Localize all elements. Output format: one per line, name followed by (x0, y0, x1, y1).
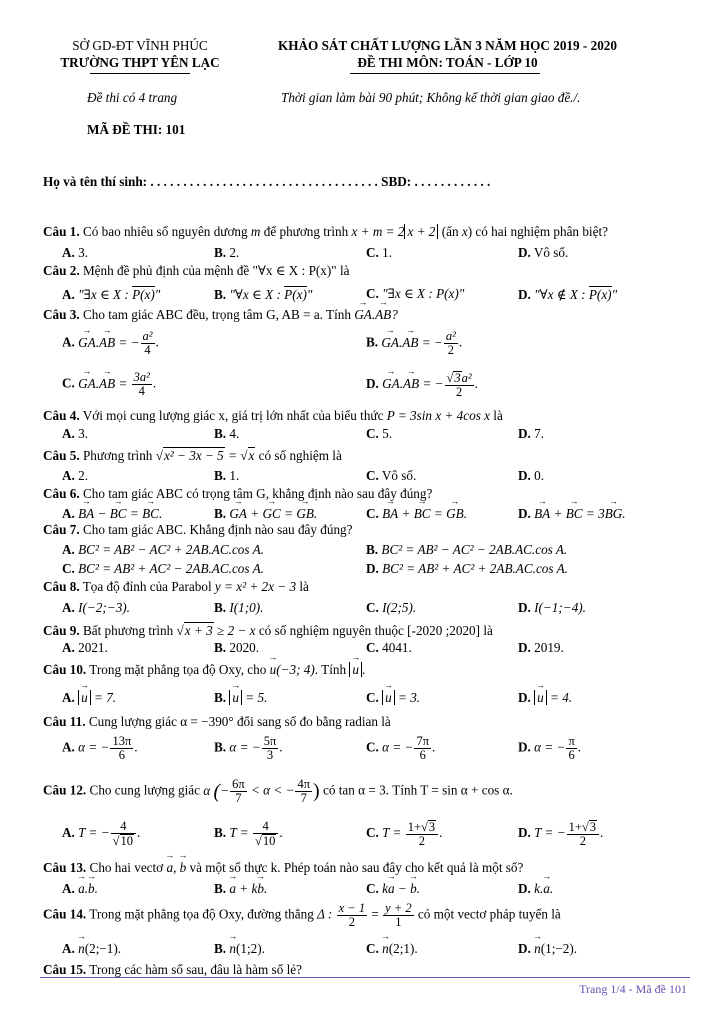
q7-option-d[interactable]: D. BC² = AB² + AC² + 2AB.AC.cos A. (366, 561, 568, 576)
q6-option-d[interactable]: D. → BA + → BC = 3→ BG. (518, 506, 626, 522)
q14-option-c[interactable]: C. → n(2;1). (366, 941, 418, 957)
q10-option-d[interactable]: D. → u = 4. (518, 690, 572, 706)
q9-option-c[interactable]: C. 4041. (366, 640, 412, 655)
q12-option-d[interactable]: D. T = − $\frac{1+√3}{2}$ . (518, 820, 604, 849)
exam-subject: ĐỀ THI MÔN: TOÁN - LỚP 10 (357, 55, 538, 70)
q13-option-a[interactable]: A. → a.→ b. (62, 881, 98, 897)
q4-option-d[interactable]: D. 7. (518, 426, 545, 441)
q5-option-d[interactable]: D. 0. (518, 468, 545, 483)
q8-option-c[interactable]: C. I(2;5). (366, 600, 417, 615)
q6-option-c[interactable]: C. → BA + → BC = → GB. (366, 506, 467, 522)
q7-option-c[interactable]: C. BC² = AB² + AC² − 2AB.AC.cos A. (62, 561, 264, 576)
q11-option-a[interactable]: A. α = − $\frac{13\pi}{6}$ . (62, 734, 138, 763)
q6-option-b[interactable]: B. → GA + → GC = → GB. (214, 506, 317, 522)
q10-option-c[interactable]: C. → u = 3. (366, 690, 420, 706)
q2-option-b[interactable]: B. "∀x ∈ X : P(x)" (214, 287, 313, 302)
q8-option-a[interactable]: A. I(−2;−3). (62, 600, 130, 615)
school-underline (90, 73, 190, 74)
question-3: Câu 3. Cho tam giác ABC đều, trọng tâm G, AB = a. Tính → GA.→ AB? (43, 307, 398, 323)
q7-option-a[interactable]: A. BC² = AB² − AC² + 2AB.AC.cos A. (62, 542, 264, 557)
q8-option-d[interactable]: D. I(−1;−4). (518, 600, 586, 615)
q1-equation: x + m = 2 x + 2 (351, 224, 438, 239)
q13-option-b[interactable]: B. → a + k→ b. (214, 881, 267, 897)
q12-option-b[interactable]: B. T = $\frac{4}{√10}$ . (214, 819, 283, 849)
q4-option-b[interactable]: B. 4. (214, 426, 240, 441)
q11-option-c[interactable]: C. α = − $\frac{7\pi}{6}$ . (366, 734, 436, 763)
q2-option-d[interactable]: D. "∀x ∉ X : P(x)" (518, 287, 618, 302)
q1-option-b[interactable]: B. 2. (214, 245, 240, 260)
q8-option-b[interactable]: B. I(1;0). (214, 600, 264, 615)
q1-label: Câu 1. (43, 224, 80, 239)
exam-code: MÃ ĐỀ THI: 101 (87, 122, 186, 137)
dept-name: SỞ GD-ĐT VĨNH PHÚC (72, 38, 208, 53)
question-1: Câu 1. Có bao nhiêu số nguyên dương m để phương trình x + m = 2 x + 2 (ẩn x) có hai nghiệm phân biệt? (43, 224, 608, 239)
q9-option-a[interactable]: A. 2021. (62, 640, 108, 655)
q9-option-d[interactable]: D. 2019. (518, 640, 564, 655)
q3-option-b[interactable]: B. → GA.→ AB = − $\frac{\text{a²}}{2}$ . (366, 330, 462, 357)
q1-option-c[interactable]: C. 1. (366, 245, 393, 260)
q10-option-a[interactable]: A. → u = 7. (62, 690, 116, 706)
q13-option-c[interactable]: C. k→ a − → b. (366, 881, 420, 897)
question-4: Câu 4. Với mọi cung lượng giác x, giá trị lớn nhất của biểu thức P = 3sin x + 4cos x là (43, 408, 503, 423)
page-footer: Trang 1/4 - Mã đề 101 (579, 982, 687, 996)
q1-text-b: để phương trình (260, 224, 352, 239)
q9-option-b[interactable]: B. 2020. (214, 640, 260, 655)
question-9: Câu 9. Bất phương trình √x + 3 ≥ 2 − x có số nghiệm nguyên thuộc [-2020 ;2020] là (43, 623, 493, 638)
q6-option-a[interactable]: A. → BA − → BC = → BC. (62, 506, 162, 522)
q12-option-a[interactable]: A. T = − $\frac{4}{√10}$ . (62, 819, 141, 849)
exam-title: KHẢO SÁT CHẤT LƯỢNG LẦN 3 NĂM HỌC 2019 - 2020 (278, 38, 617, 53)
question-10: Câu 10. Trong mặt phẳng tọa độ Oxy, cho → u(−3; 4). Tính → u . (43, 662, 365, 678)
q2-option-a[interactable]: A. "∃x ∈ X : P(x)" (62, 287, 161, 302)
question-12: Câu 12. Cho cung lượng giác α (− $\frac{6\pi}{7}$ < α < − $\frac{4\pi}{7}$ ) có tan α = 3. Tính T = sin α + cos α. (43, 777, 513, 806)
question-11: Câu 11. Cung lượng giác α = −390° đổi sang số đo bằng radian là (43, 714, 391, 729)
question-8: Câu 8. Tọa độ đỉnh của Parabol y = x² + 2x − 3 là (43, 579, 309, 594)
q4-option-c[interactable]: C. 5. (366, 426, 393, 441)
q13-option-d[interactable]: D. k.→ a. (518, 881, 553, 897)
question-13: Câu 13. Cho hai vectơ → a, → b và một số thực k. Phép toán nào sau đây cho kết quả là một số? (43, 860, 523, 876)
q10-option-b[interactable]: B. → u = 5. (214, 690, 267, 706)
q14-option-a[interactable]: A. → n(2;−1). (62, 941, 121, 957)
pages-note: Đề thi có 4 trang (87, 90, 178, 105)
q1-text: Có bao nhiêu số nguyên dương (79, 224, 251, 239)
footer-rule (40, 977, 690, 978)
q3-option-d[interactable]: D. → GA.→ AB = − $\frac{\text{√3a²}}{2}$ . (366, 371, 478, 399)
question-6: Câu 6. Cho tam giác ABC có trọng tâm G, khẳng định nào sau đây đúng? (43, 486, 433, 501)
q1-text-d: ) có hai nghiệm phân biệt? (467, 224, 608, 239)
q5-option-b[interactable]: B. 1. (214, 468, 240, 483)
q7-option-b[interactable]: B. BC² = AB² − AC² − 2AB.AC.cos A. (366, 542, 568, 557)
school-name: TRƯỜNG THPT YÊN LẠC (60, 55, 220, 70)
q2-option-c[interactable]: C. "∃x ∈ X : P(x)" (366, 286, 465, 301)
time-note: Thời gian làm bài 90 phút; Không kể thời gian giao đề./. (281, 90, 581, 105)
q1-option-a[interactable]: A. 3. (62, 245, 89, 260)
question-7: Câu 7. Cho tam giác ABC. Khẳng định nào sau đây đúng? (43, 522, 353, 537)
q1-option-d[interactable]: D. Vô số. (518, 245, 569, 260)
subject-underline (350, 73, 540, 74)
q1-text-c: (ẩn (438, 224, 462, 239)
q5-option-a[interactable]: A. 2. (62, 468, 89, 483)
q14-option-d[interactable]: D. → n(1;−2). (518, 941, 577, 957)
q5-option-c[interactable]: C. Vô số. (366, 468, 417, 483)
question-14: Câu 14. Trong mặt phẳng tọa độ Oxy, đường thẳng Δ : $\frac{x - 1}{2}$ = $\frac{y + 2}{1}$ có một vectơ pháp tuyến là (43, 901, 561, 930)
question-15: Câu 15. Trong các hàm số sau, đâu là hàm số lẻ? (43, 962, 302, 977)
q11-option-d[interactable]: D. α = − $\frac{\pi}{6}$ . (518, 734, 582, 763)
question-2: Câu 2. Mệnh đề phủ định của mệnh đề "∀x ∈ X : P(x)" là (43, 263, 350, 278)
q3-option-c[interactable]: C. → GA.→ AB = $\frac{\text{3a²}}{4}$ . (62, 371, 156, 398)
q11-option-b[interactable]: B. α = − $\frac{5\pi}{3}$ . (214, 734, 283, 763)
question-5: Câu 5. Phương trình √x² − 3x − 5 = √x có số nghiệm là (43, 448, 342, 463)
exam-code-label: MÃ ĐỀ THI (87, 122, 158, 137)
exam-code-value: 101 (165, 122, 186, 137)
student-info-line: Họ và tên thí sinh: . . . . . . . . . . . . . . . . . . . . . . . . . . . . . . . . . . . SBD: . . . . . . . . . . . . (43, 174, 491, 189)
q4-option-a[interactable]: A. 3. (62, 426, 89, 441)
q14-option-b[interactable]: B. → n(1;2). (214, 941, 265, 957)
q12-option-c[interactable]: C. T = $\frac{1+√3}{2}$ . (366, 820, 443, 849)
q3-option-a[interactable]: A. → GA.→ AB = − $\frac{\text{a²}}{4}$ . (62, 330, 159, 357)
